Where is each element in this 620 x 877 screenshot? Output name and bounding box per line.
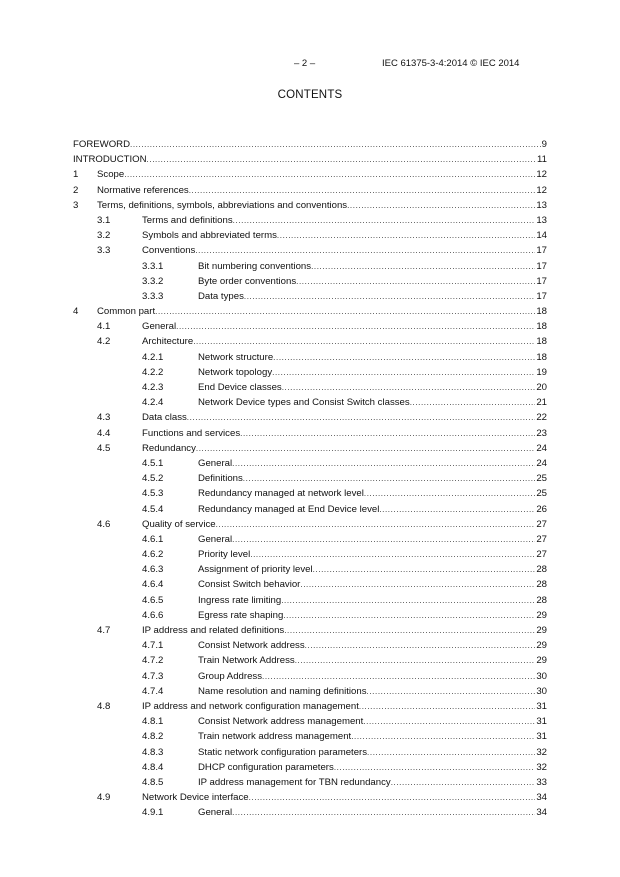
toc-entry-line <box>142 228 547 243</box>
toc-entry-line <box>97 167 547 182</box>
dot-leader <box>282 380 536 395</box>
toc-entry-line <box>198 502 547 517</box>
toc-entry-line <box>142 319 547 334</box>
toc-entry-label: DHCP configuration parameters <box>198 761 334 773</box>
dot-leader <box>195 243 535 258</box>
toc-entry-page: 34 <box>536 792 547 804</box>
toc-entry-label: Terms and definitions <box>142 214 233 226</box>
dot-leader <box>232 532 535 547</box>
toc-entry-label: Common part <box>97 306 156 318</box>
toc-entry-page: 17 <box>536 245 547 257</box>
toc-entry[interactable] <box>0 562 620 577</box>
toc-entry-line <box>198 669 547 684</box>
toc-entry[interactable] <box>0 502 620 517</box>
toc-entry[interactable] <box>0 319 620 334</box>
toc-entry-label: Redundancy <box>142 442 196 454</box>
toc-entry[interactable] <box>0 167 620 182</box>
toc-entry-page: 28 <box>536 579 547 591</box>
dot-leader <box>283 608 535 623</box>
toc-entry-line <box>198 395 547 410</box>
toc-entry[interactable] <box>0 243 620 258</box>
toc-entry[interactable] <box>0 365 620 380</box>
toc-entry-number: 2 <box>73 184 79 196</box>
toc-entry[interactable] <box>0 259 620 274</box>
toc-entry-number: 3.1 <box>97 214 111 226</box>
toc-entry-label: Functions and services <box>142 427 241 439</box>
toc-entry[interactable] <box>0 623 620 638</box>
toc-entry-number: 4.6.1 <box>142 533 164 545</box>
toc-entry-label: Network Device interface <box>142 792 249 804</box>
toc-entry-page: 18 <box>536 306 547 318</box>
toc-entry[interactable] <box>0 274 620 289</box>
toc-entry-number: 4.3 <box>97 412 111 424</box>
toc-entry-number: 4.6.4 <box>142 579 164 591</box>
toc-entry-number: 4.4 <box>97 427 111 439</box>
toc-entry-number: 4.7 <box>97 625 111 636</box>
toc-entry-number: 3.3.1 <box>142 260 164 272</box>
dot-leader <box>295 653 536 668</box>
dot-leader <box>216 517 536 532</box>
toc-entry[interactable] <box>0 213 620 228</box>
dot-leader <box>367 684 536 699</box>
document-id: IEC 61375-3-4:2014 © IEC 2014 <box>382 58 520 69</box>
toc-entry-line <box>198 775 547 790</box>
toc-entry-number: 4.5.4 <box>142 503 164 515</box>
toc-entry-label: End Device classes <box>198 382 282 393</box>
toc-entry-label: Group Address <box>198 670 262 682</box>
toc-entry-number: 4.7.3 <box>142 670 164 682</box>
toc-entry-page: 18 <box>536 336 547 348</box>
dot-leader <box>334 760 536 775</box>
toc-entry-line <box>198 729 547 744</box>
toc-entry-line <box>142 517 547 532</box>
toc-entry-number: 4.2.3 <box>142 382 164 393</box>
toc-entry[interactable] <box>0 775 620 790</box>
toc-entry[interactable] <box>0 714 620 729</box>
toc-entry-page: 25 <box>536 473 547 485</box>
toc-entry-label: Consist Network address <box>198 640 305 652</box>
toc-entry[interactable] <box>0 471 620 486</box>
toc-entry-page: 27 <box>536 533 547 545</box>
dot-leader <box>243 471 536 486</box>
toc-entry-label: Normative references <box>97 184 189 196</box>
dot-leader <box>284 623 535 638</box>
toc-entry-number: 4.2 <box>97 336 111 348</box>
toc-entry-page: 23 <box>536 427 547 439</box>
toc-entry-number: 4.6.5 <box>142 594 164 606</box>
toc-entry[interactable] <box>0 410 620 425</box>
dot-leader <box>147 152 536 167</box>
toc-entry-label: Network Device types and Consist Switch classes <box>198 397 410 409</box>
toc-entry[interactable] <box>0 486 620 501</box>
toc-entry[interactable] <box>0 729 620 744</box>
toc-entry-number: 4.6.2 <box>142 549 164 561</box>
toc-entry-line <box>198 638 547 653</box>
toc-entry-page: 12 <box>536 169 547 181</box>
toc-entry-label: Consist Switch behavior <box>198 579 301 591</box>
toc-entry-number: 4.5.3 <box>142 488 164 500</box>
dot-leader <box>176 319 535 334</box>
toc-entry-page: 11 <box>537 154 547 166</box>
toc-entry-page: 29 <box>536 625 547 636</box>
toc-entry-line <box>198 350 547 365</box>
toc-entry-number: 4.8 <box>97 700 111 712</box>
toc-entry-label: INTRODUCTION <box>73 154 147 166</box>
toc-entry-page: 17 <box>536 260 547 272</box>
toc-entry-label: General <box>198 533 233 545</box>
toc-entry-line <box>198 380 547 395</box>
toc-entry-label: Name resolution and naming definitions <box>198 685 367 697</box>
toc-entry-number: 4.5 <box>97 442 111 454</box>
toc-entry-line <box>198 486 547 501</box>
toc-entry-number: 4.9.1 <box>142 807 164 819</box>
toc-entry-line <box>142 426 547 441</box>
toc-entry-page: 29 <box>536 609 547 621</box>
dot-leader <box>359 699 535 714</box>
dot-leader <box>196 441 535 456</box>
toc-entry-number: 4 <box>73 306 79 318</box>
toc-entry-label: IP address and related definitions <box>142 625 285 636</box>
toc-entry-line <box>142 243 547 258</box>
toc-entry-page: 18 <box>536 351 547 363</box>
toc-entry-label: Network structure <box>198 351 274 363</box>
toc-entry-line <box>198 547 547 562</box>
dot-leader <box>379 502 535 517</box>
table-of-contents <box>0 137 620 820</box>
dot-leader <box>240 426 535 441</box>
toc-entry-page: 29 <box>536 655 547 667</box>
toc-entry[interactable] <box>0 380 620 395</box>
toc-entry-label: Data class <box>142 412 187 424</box>
toc-entry-number: 4.2.2 <box>142 366 164 378</box>
toc-entry[interactable] <box>0 289 620 304</box>
toc-entry-line <box>142 334 547 349</box>
toc-entry-page: 34 <box>536 807 547 819</box>
toc-entry-page: 24 <box>536 457 547 469</box>
toc-entry-page: 28 <box>536 594 547 606</box>
toc-entry-label: Terms, definitions, symbols, abbreviations and conventions <box>97 199 348 211</box>
toc-entry[interactable] <box>0 198 620 213</box>
toc-entry-label: Data types <box>198 290 244 302</box>
toc-entry-page: 13 <box>536 199 547 211</box>
toc-entry[interactable] <box>0 395 620 410</box>
dot-leader <box>277 228 535 243</box>
toc-entry-label: General <box>198 457 233 469</box>
dot-leader <box>391 775 536 790</box>
dot-leader <box>363 714 535 729</box>
toc-entry[interactable] <box>0 593 620 608</box>
toc-entry-number: 3.3 <box>97 245 111 257</box>
dot-leader <box>193 334 535 349</box>
dot-leader <box>313 562 536 577</box>
toc-entry-line <box>198 714 547 729</box>
toc-entry-line <box>73 137 547 152</box>
toc-entry[interactable] <box>0 183 620 198</box>
toc-entry-label: Symbols and abbreviated terms <box>142 230 277 242</box>
toc-entry[interactable] <box>0 532 620 547</box>
toc-entry-label: Definitions <box>198 473 243 485</box>
toc-entry-label: Consist Network address management <box>198 716 364 728</box>
toc-entry-number: 4.8.5 <box>142 776 164 788</box>
toc-entry[interactable] <box>0 805 620 820</box>
page-number: – 2 – <box>294 58 316 69</box>
toc-entry-number: 4.8.2 <box>142 731 164 743</box>
toc-entry-line <box>198 653 547 668</box>
toc-entry-page: 32 <box>536 746 547 758</box>
toc-entry-line <box>73 152 547 167</box>
dot-leader <box>124 167 535 182</box>
dot-leader <box>232 456 535 471</box>
dot-leader <box>367 745 535 760</box>
dot-leader <box>347 198 535 213</box>
toc-entry-line <box>198 745 547 760</box>
toc-entry-label: General <box>198 807 233 819</box>
toc-entry[interactable] <box>0 304 620 319</box>
toc-entry-page: 25 <box>536 488 547 500</box>
dot-leader <box>273 350 535 365</box>
toc-entry-label: Architecture <box>142 336 194 348</box>
page-title: CONTENTS <box>277 89 343 101</box>
toc-entry-page: 20 <box>536 382 547 393</box>
dot-leader <box>305 638 536 653</box>
toc-entry-label: Ingress rate limiting <box>198 594 282 606</box>
toc-entry-line <box>97 183 547 198</box>
dot-leader <box>364 486 535 501</box>
toc-entry[interactable] <box>0 745 620 760</box>
toc-entry-page: 27 <box>536 518 547 530</box>
toc-entry-number: 4.8.4 <box>142 761 164 773</box>
dot-leader <box>272 365 535 380</box>
dot-leader <box>351 729 535 744</box>
toc-entry-page: 30 <box>536 670 547 682</box>
toc-entry-page: 13 <box>536 214 547 226</box>
toc-entry-label: Train Network Address <box>198 655 295 667</box>
dot-leader <box>189 183 536 198</box>
toc-entry-label: Scope <box>97 169 125 181</box>
toc-entry-number: 4.2.4 <box>142 397 164 409</box>
toc-entry-number: 3.2 <box>97 230 111 242</box>
toc-entry-label: Priority level <box>198 549 251 561</box>
toc-entry-label: Static network configuration parameters <box>198 746 368 758</box>
toc-entry-number: 4.6 <box>97 518 111 530</box>
toc-entry[interactable] <box>0 638 620 653</box>
dot-leader <box>311 259 535 274</box>
toc-entry-number: 4.7.1 <box>142 640 164 652</box>
toc-entry-page: 26 <box>536 503 547 515</box>
toc-entry-number: 4.7.2 <box>142 655 164 667</box>
toc-entry-line <box>198 456 547 471</box>
toc-entry-number: 1 <box>73 169 79 181</box>
toc-entry-label: Byte order conventions <box>198 275 297 287</box>
toc-entry-label: Assignment of priority level <box>198 564 313 576</box>
toc-entry-line <box>198 562 547 577</box>
toc-entry[interactable] <box>0 653 620 668</box>
dot-leader <box>155 304 535 319</box>
toc-entry-number: 4.8.1 <box>142 716 164 728</box>
toc-entry-label: Egress rate shaping <box>198 609 284 621</box>
dot-leader <box>232 805 535 820</box>
dot-leader <box>233 213 536 228</box>
toc-entry-page: 31 <box>536 716 547 728</box>
toc-entry[interactable] <box>0 547 620 562</box>
toc-entry-line <box>142 410 547 425</box>
toc-entry-label: Redundancy managed at End Device level <box>198 503 380 515</box>
toc-entry[interactable] <box>0 350 620 365</box>
toc-entry-number: 4.5.1 <box>142 457 164 469</box>
toc-entry-page: 19 <box>536 366 547 378</box>
toc-entry-number: 4.6.6 <box>142 609 164 621</box>
toc-entry-page: 14 <box>536 230 547 242</box>
toc-entry-number: 4.5.2 <box>142 473 164 485</box>
toc-entry-number: 4.2.1 <box>142 351 164 363</box>
toc-entry-label: Quality of service <box>142 518 216 530</box>
toc-entry-page: 28 <box>536 564 547 576</box>
toc-entry[interactable] <box>0 760 620 775</box>
toc-entry-page: 24 <box>536 442 547 454</box>
toc-entry-number: 3.3.2 <box>142 275 164 287</box>
toc-entry-page: 17 <box>536 275 547 287</box>
toc-entry-number: 3.3.3 <box>142 290 164 302</box>
toc-entry[interactable] <box>0 152 620 167</box>
toc-entry-line <box>198 760 547 775</box>
dot-leader <box>244 289 535 304</box>
dot-leader <box>187 410 536 425</box>
toc-entry-page: 33 <box>536 776 547 788</box>
toc-entry-line <box>97 198 547 213</box>
dot-leader <box>410 395 536 410</box>
toc-entry[interactable] <box>0 334 620 349</box>
toc-entry-label: Conventions <box>142 245 196 257</box>
toc-entry-page: 21 <box>536 397 547 409</box>
toc-entry[interactable] <box>0 577 620 592</box>
toc-entry-line <box>198 274 547 289</box>
toc-entry-line <box>198 532 547 547</box>
dot-leader <box>250 547 535 562</box>
toc-entry-line <box>142 623 547 638</box>
toc-entry-label: Train network address management <box>198 731 352 743</box>
page-header <box>0 58 620 74</box>
toc-entry-line <box>198 805 547 820</box>
toc-entry-label: Bit numbering conventions <box>198 260 312 272</box>
toc-entry-line <box>198 365 547 380</box>
toc-entry[interactable] <box>0 669 620 684</box>
toc-entry-number: 4.1 <box>97 321 111 333</box>
toc-entry[interactable] <box>0 790 620 805</box>
toc-entry-line <box>97 304 547 319</box>
toc-entry-label: Network topology <box>198 366 273 378</box>
toc-entry[interactable] <box>0 426 620 441</box>
dot-leader <box>249 790 536 805</box>
toc-entry-page: 12 <box>536 184 547 196</box>
toc-entry-label: Redundancy managed at network level <box>198 488 364 500</box>
toc-entry-line <box>198 259 547 274</box>
toc-entry-page: 30 <box>536 685 547 697</box>
toc-entry[interactable] <box>0 137 620 152</box>
toc-entry-line <box>198 577 547 592</box>
toc-entry[interactable] <box>0 608 620 623</box>
toc-entry-label: IP address management for TBN redundancy <box>198 776 391 788</box>
toc-entry-label: General <box>142 321 177 333</box>
toc-entry-line <box>198 684 547 699</box>
dot-leader <box>281 593 535 608</box>
toc-entry-page: 17 <box>536 290 547 302</box>
toc-entry-number: 4.6.3 <box>142 564 164 576</box>
toc-entry[interactable] <box>0 456 620 471</box>
toc-entry-page: 31 <box>536 731 547 743</box>
toc-entry-line <box>198 593 547 608</box>
toc-entry-line <box>198 608 547 623</box>
toc-entry-page: 18 <box>536 321 547 333</box>
toc-entry-number: 4.9 <box>97 792 111 804</box>
toc-entry-line <box>142 699 547 714</box>
toc-entry-label: FOREWORD <box>73 139 131 150</box>
toc-entry-page: 22 <box>536 412 547 424</box>
toc-entry-line <box>198 471 547 486</box>
toc-entry[interactable] <box>0 517 620 532</box>
toc-entry-page: 27 <box>536 549 547 561</box>
toc-entry-page: 31 <box>536 700 547 712</box>
dot-leader <box>296 274 535 289</box>
dot-leader <box>300 577 535 592</box>
toc-entry-label: IP address and network configuration management <box>142 700 359 712</box>
toc-entry-line <box>142 790 547 805</box>
toc-entry-number: 4.8.3 <box>142 746 164 758</box>
dot-leader <box>262 669 535 684</box>
toc-entry[interactable] <box>0 441 620 456</box>
toc-entry-page: 9 <box>541 139 547 150</box>
toc-entry-line <box>198 289 547 304</box>
toc-entry[interactable] <box>0 228 620 243</box>
toc-entry[interactable] <box>0 699 620 714</box>
toc-entry-number: 4.7.4 <box>142 685 164 697</box>
toc-entry-line <box>142 441 547 456</box>
toc-entry-page: 32 <box>536 761 547 773</box>
toc-entry-page: 29 <box>536 640 547 652</box>
toc-entry[interactable] <box>0 684 620 699</box>
toc-entry-line <box>142 213 547 228</box>
dot-leader <box>130 137 541 152</box>
toc-entry-number: 3 <box>73 199 79 211</box>
